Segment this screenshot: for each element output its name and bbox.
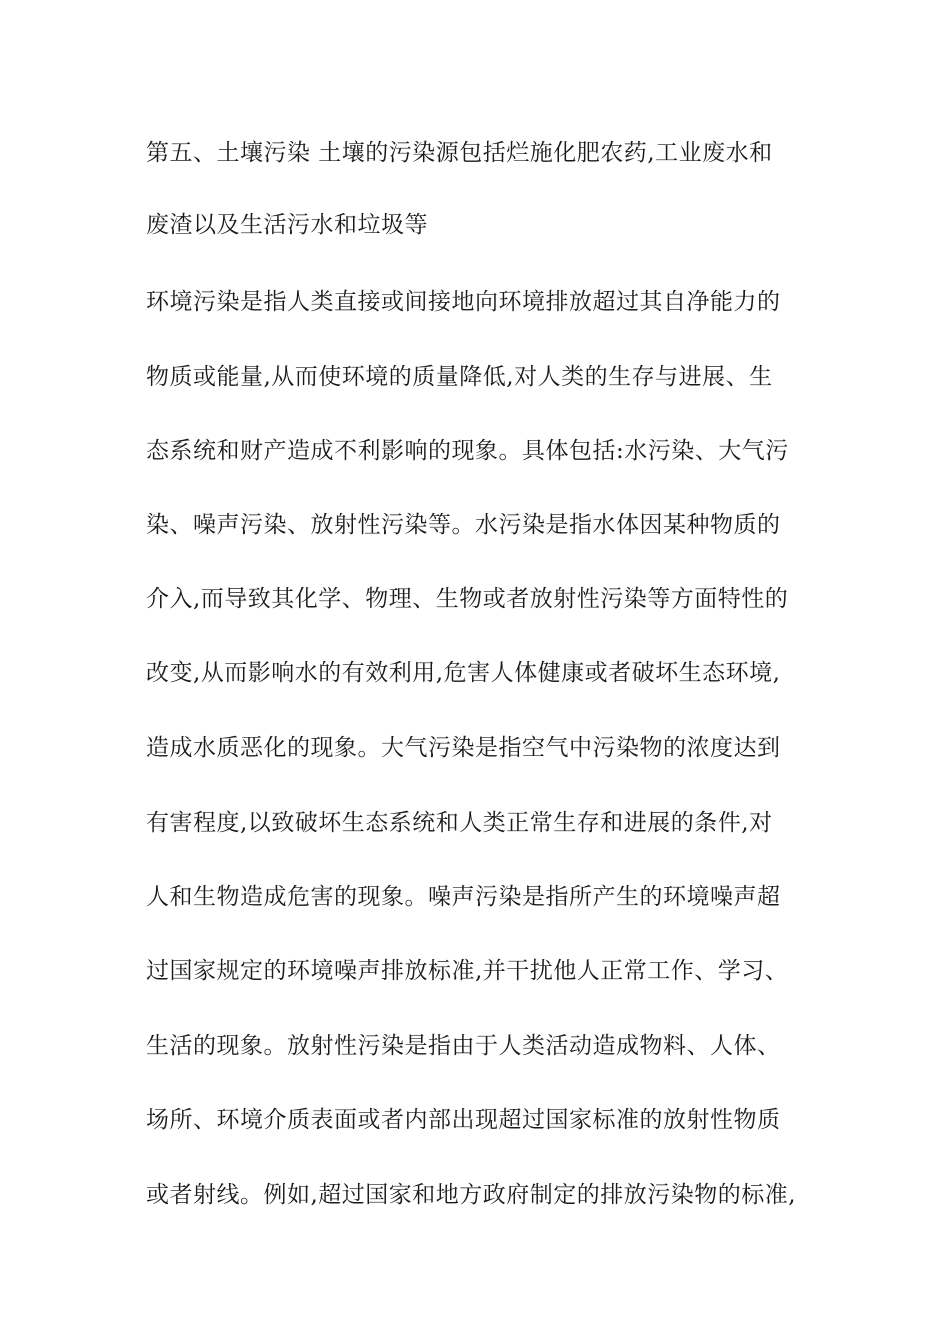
paragraph-2-line-9: 人和生物造成危害的现象。噪声污染是指所产生的环境噪声超: [146, 884, 781, 910]
paragraph-2-line-5: 介入,而导致其化学、物理、生物或者放射性污染等方面特性的: [146, 586, 789, 612]
paragraph-2-line-7: 造成水质恶化的现象。大气污染是指空气中污染物的浓度达到: [146, 735, 781, 761]
paragraph-2-line-1: 环境污染是指人类直接或间接地向环境排放超过其自净能力的: [146, 289, 781, 315]
paragraph-2-line-11: 生活的现象。放射性污染是指由于人类活动造成物料、人体、: [146, 1033, 781, 1059]
paragraph-2-line-2: 物质或能量,从而使环境的质量降低,对人类的生存与进展、生: [146, 364, 773, 390]
paragraph-1-line-1: 第五、土壤污染 土壤的污染源包括烂施化肥农药,工业废水和: [146, 140, 773, 166]
paragraph-2-line-10: 过国家规定的环境噪声排放标准,并干扰他人正常工作、学习、: [146, 958, 789, 984]
paragraph-2-line-13: 或者射线。例如,超过国家和地方政府制定的排放污染物的标准,: [146, 1182, 797, 1208]
paragraph-2-line-4: 染、噪声污染、放射性污染等。水污染是指水体因某种物质的: [146, 512, 781, 538]
paragraph-2-line-3: 态系统和财产造成不利影响的现象。具体包括:水污染、大气污: [146, 438, 789, 464]
paragraph-2-line-8: 有害程度,以致破坏生态系统和人类正常生存和进展的条件,对: [146, 810, 773, 836]
paragraph-1-line-2: 废渣以及生活污水和垃圾等: [146, 212, 428, 238]
paragraph-2-line-12: 场所、环境介质表面或者内部出现超过国家标准的放射性物质: [146, 1107, 781, 1133]
paragraph-2-line-6: 改变,从而影响水的有效利用,危害人体健康或者破坏生态环境,: [146, 660, 781, 686]
